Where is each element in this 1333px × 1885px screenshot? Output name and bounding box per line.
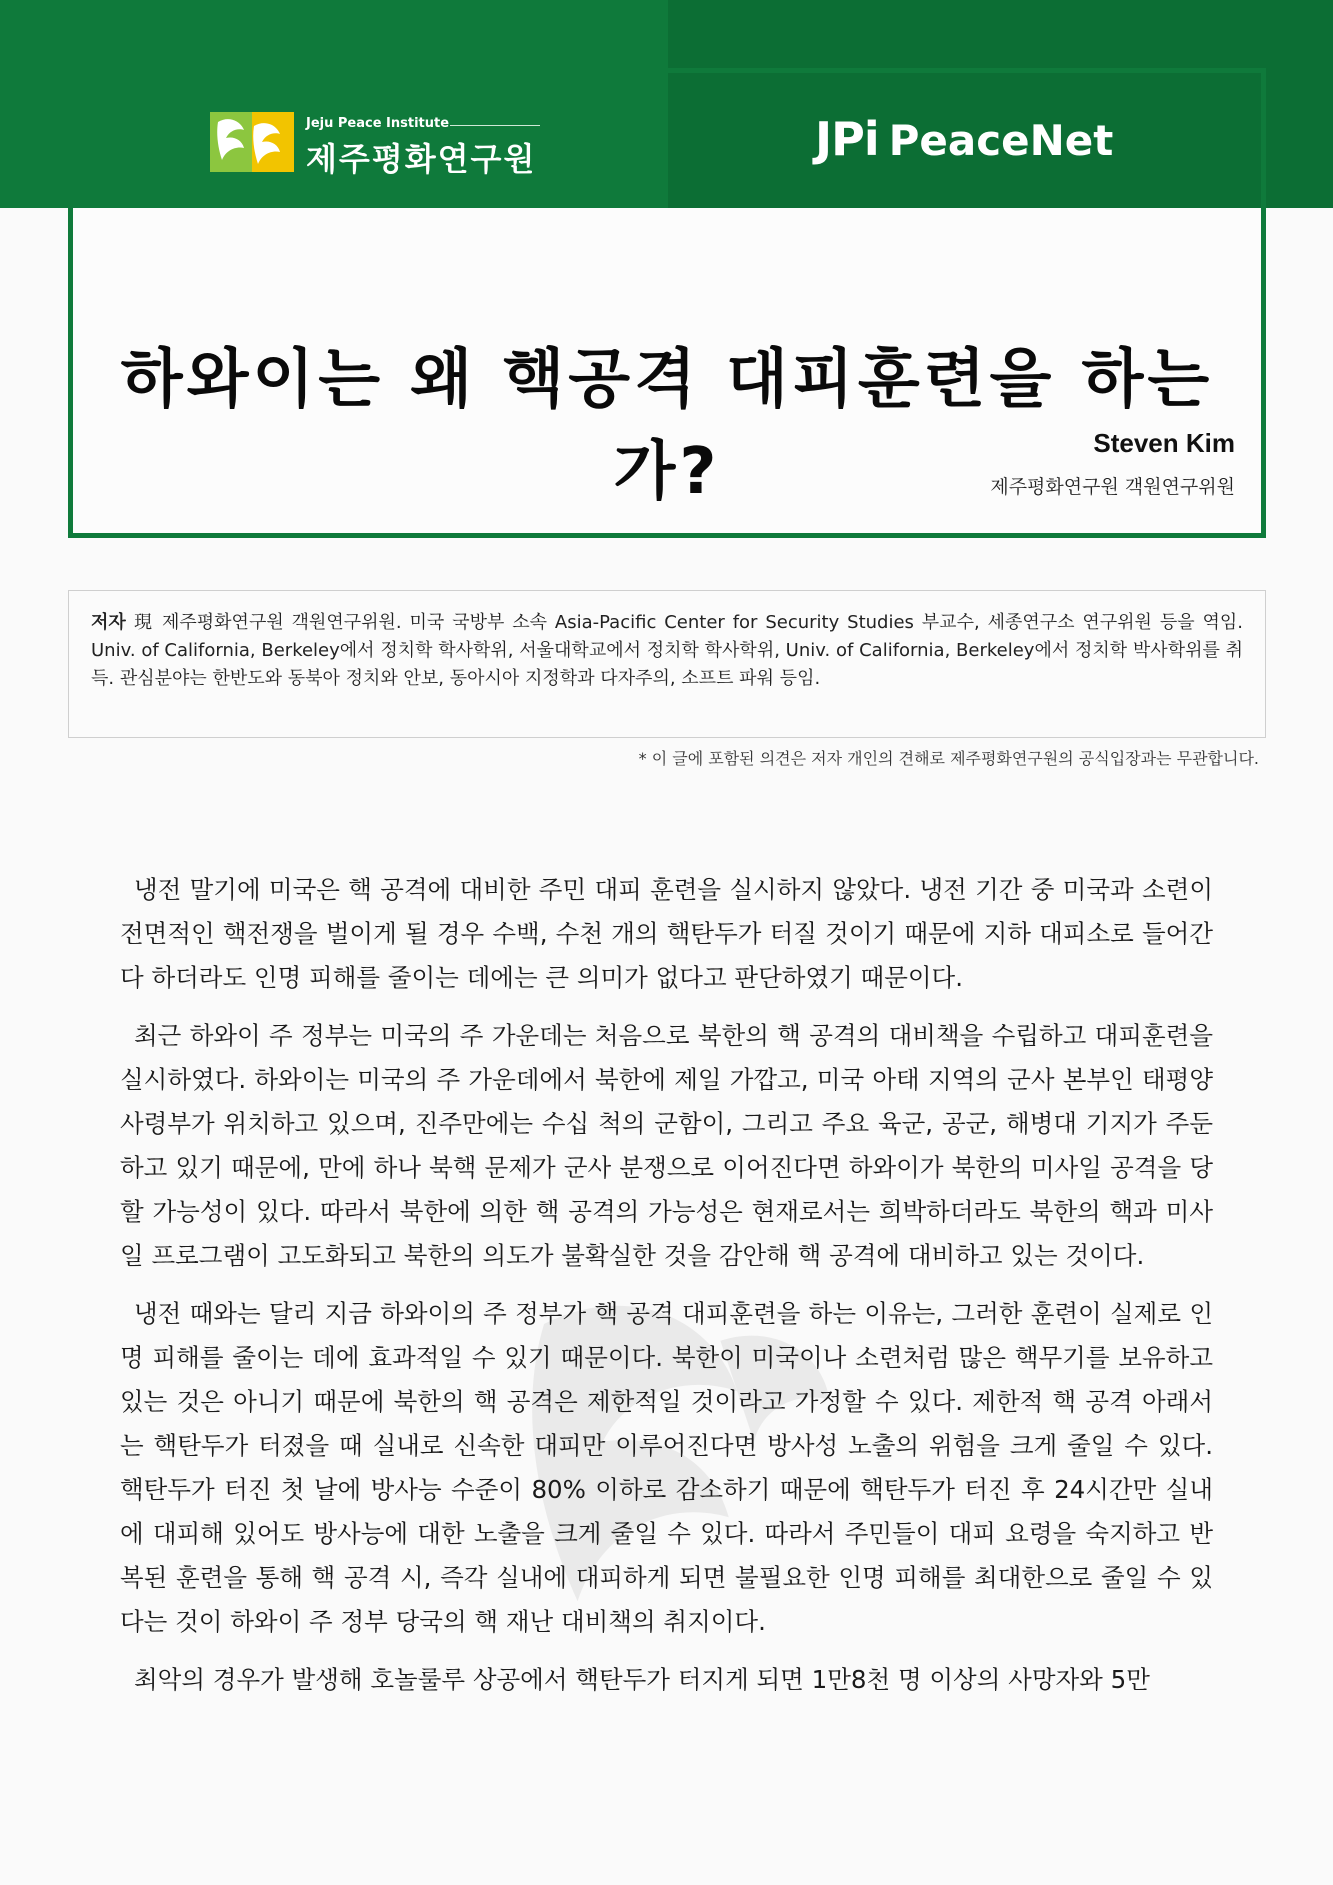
peace-dove-logo-icon bbox=[210, 112, 294, 172]
jpi-peacenet-logo bbox=[815, 112, 1113, 172]
paragraph: 냉전 때와는 달리 지금 하와이의 주 정부가 핵 공격 대피훈련을 하는 이유는, 그러한 훈련이 실제로 인명 피해를 줄이는 데에 효과적일 수 있기 때문이다. 북한이 미국이나 소련처럼 많은 핵무기를 보유하고 있는 것은 아니기 때문에 북한의 핵 공격은 제한적일 것이라고 가정할 수 있다. 제한적 핵 공격 아래서는 핵탄두가 터졌을 때 실내로 신속한 대피만 이루어진다면 방사성 노출의 위험을 크게 줄일 수 있다. 핵탄두가 터진 첫 날에 방사능 수준이 80% 이하로 감소하기 때문에 핵탄두가 터진 후 24시간만 실내에 대피해 있어도 방사능에 대한 노출을 크게 줄일 수 있다. 따라서 주민들이 대피 요령을 숙지하고 반복된 훈련을 통해 핵 공격 시, 즉각 실내에 대피하게 되면 불필요한 인명 피해를 최대한으로 줄일 수 있다는 것이 하와이 주 정부 당국의 핵 재난 대비책의 취지이다. bbox=[120, 1299, 1213, 1636]
author-bio-box bbox=[68, 590, 1266, 738]
bio-label: 저자 bbox=[91, 612, 126, 633]
author-affiliation: 제주평화연구원 객원연구위원 bbox=[990, 476, 1235, 498]
peacenet-logo-text: PeaceNet bbox=[888, 116, 1114, 165]
paragraph: 최근 하와이 주 정부는 미국의 주 가운데는 처음으로 북한의 핵 공격의 대비책을 수립하고 대피훈련을 실시하였다. 하와이는 미국의 주 가운데에서 북한에 제일 가깝고, 미국 아태 지역의 군사 본부인 태평양 사령부가 위치하고 있으며, 진주만에는 수십 척의 군함이, 그리고 주요 육군, 공군, 해병대 기지가 주둔하고 있기 때문에, 만에 하나 북핵 문제가 군사 분쟁으로 이어진다면 하와이가 북한의 미사일 공격을 당할 가능성이 있다. 따라서 북한에 의한 핵 공격의 가능성은 현재로서는 희박하더라도 북한의 핵과 미사일 프로그램이 고도화되고 북한의 의도가 불확실한 것을 감안해 핵 공격에 대비하고 있는 것이다. bbox=[120, 1021, 1213, 1270]
bio-text: 現 제주평화연구원 객원연구위원. 미국 국방부 소속 Asia-Pacific Center for Security Studies 부교수, 세종연구소 연구위원 등을 역임. Univ. of California, Berkeley에서 정치학 학사학위, 서울대학교에서 정치학 학사학위, Univ. of California, Berkeley에서 정치학 박사학위를 취득. 관심분야는 한반도와 동북아 정치와 안보, 동아시아 지정학과 다자주의, 소프트 파워 등임. bbox=[91, 612, 1243, 689]
jpi-logo-text: JPi bbox=[815, 112, 879, 166]
logo-korean-name: 제주평화연구원 bbox=[306, 140, 537, 178]
logo-divider bbox=[450, 125, 540, 126]
page-title: 하와이는 왜 핵공격 대피훈련을 하는가? bbox=[120, 343, 1214, 509]
logo-english-name: Jeju Peace Institute bbox=[306, 116, 450, 131]
disclaimer: * 이 글에 포함된 의견은 저자 개인의 견해로 제주평화연구원의 공식입장과는 무관합니다. bbox=[638, 749, 1259, 768]
article-body bbox=[120, 868, 1213, 1716]
jeju-peace-institute-logo bbox=[210, 112, 540, 178]
paragraph: 냉전 말기에 미국은 핵 공격에 대비한 주민 대피 훈련을 실시하지 않았다. 냉전 기간 중 미국과 소련이 전면적인 핵전쟁을 벌이게 될 경우 수백, 수천 개의 핵탄두가 터질 것이기 때문에 지하 대피소로 들어간다 하더라도 인명 피해를 줄이는 데에는 큰 의미가 없다고 판단하였기 때문이다. bbox=[120, 875, 1213, 992]
paragraph: 최악의 경우가 발생해 호놀룰루 상공에서 핵탄두가 터지게 되면 1만8천 명 이상의 사망자와 5만 bbox=[134, 1665, 1150, 1694]
author-bio bbox=[91, 609, 1243, 693]
author-name: Steven Kim bbox=[1093, 428, 1235, 458]
